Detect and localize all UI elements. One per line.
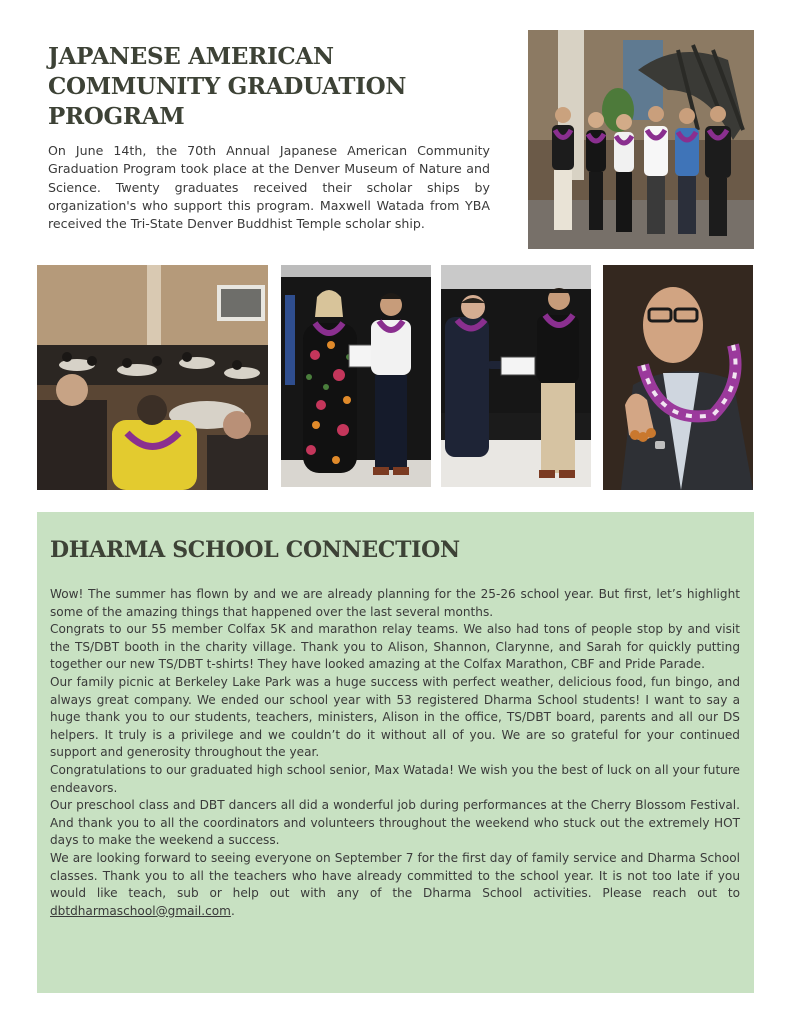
email-link[interactable]: dbtdharmaschool@gmail.com bbox=[50, 903, 231, 918]
dharma-last-suffix: . bbox=[230, 903, 235, 918]
graduates-group-photo bbox=[528, 30, 754, 249]
dharma-paragraph: Congrats to our 55 member Colfax 5K and marathon relay teams. We also had tons of people stop by and visit the TS/DBT booth in the charity village. Thank you to Alison, Shannon, Clarynne, and Sarah for quickly putting together our new TS/DBT t-shirts! They have looked amazing at the Colfax Marathon, CBF and Pride Parade. bbox=[50, 622, 740, 672]
certificate-presentation-photo-2 bbox=[441, 265, 591, 487]
graduation-title: JAPANESE AMERICAN COMMUNITY GRADUATION PROGRAM bbox=[48, 43, 407, 130]
dharma-school-body bbox=[50, 586, 740, 920]
dharma-paragraph: Wow! The summer has flown by and we are already planning for the 25-26 school year. But first, let’s highlight some of the amazing things that happened over the last several months. bbox=[50, 587, 740, 619]
certificate-presentation-photo-1 bbox=[281, 265, 431, 487]
dharma-paragraph: Our preschool class and DBT dancers all did a wonderful job during performances at the Cherry Blossom Festival. And thank you to all the coordinators and volunteers throughout the weekend who stuck out the extremely HOT days to make the weekend a success. bbox=[50, 798, 740, 848]
banquet-hall-photo bbox=[37, 265, 268, 490]
dharma-paragraph: Congratulations to our graduated high school senior, Max Watada! We wish you the best of luck on all your future endeavors. bbox=[50, 762, 740, 795]
dharma-school-title: DHARMA SCHOOL CONNECTION bbox=[50, 537, 460, 563]
dharma-paragraph: Our family picnic at Berkeley Lake Park was a huge success with perfect weather, delicious food, fun bingo, and always great company. We ended our school year with 53 registered Dharma School students! I want to say a huge thank you to our students, teachers, ministers, Alison in the office, TS/DBT board, parents and all our DS helpers. It truly is a privilege and we couldn’t do it without all of you. We are so grateful for your continued support and generosity throughout the year. bbox=[50, 674, 740, 760]
dharma-paragraph-last bbox=[50, 850, 740, 920]
dharma-last-text: We are looking forward to seeing everyone on September 7 for the first day of family service and Dharma School classes. Thank you to all the teachers who have already committed to the school year. It is not too late if you would like teach, sub or help out with any of the Dharma School activities. Please reach out to bbox=[50, 850, 740, 901]
speaker-portrait-photo bbox=[603, 265, 753, 490]
graduation-body: On June 14th, the 70th Annual Japanese American Community Graduation Program took place at the Denver Museum of Nature and Science. Twenty graduates received their scholar ships by organization's who support this program. Maxwell Watada from YBA received the Tri-State Denver Buddhist Temple scholar ship. bbox=[48, 143, 490, 232]
dharma-school-panel bbox=[37, 512, 754, 993]
